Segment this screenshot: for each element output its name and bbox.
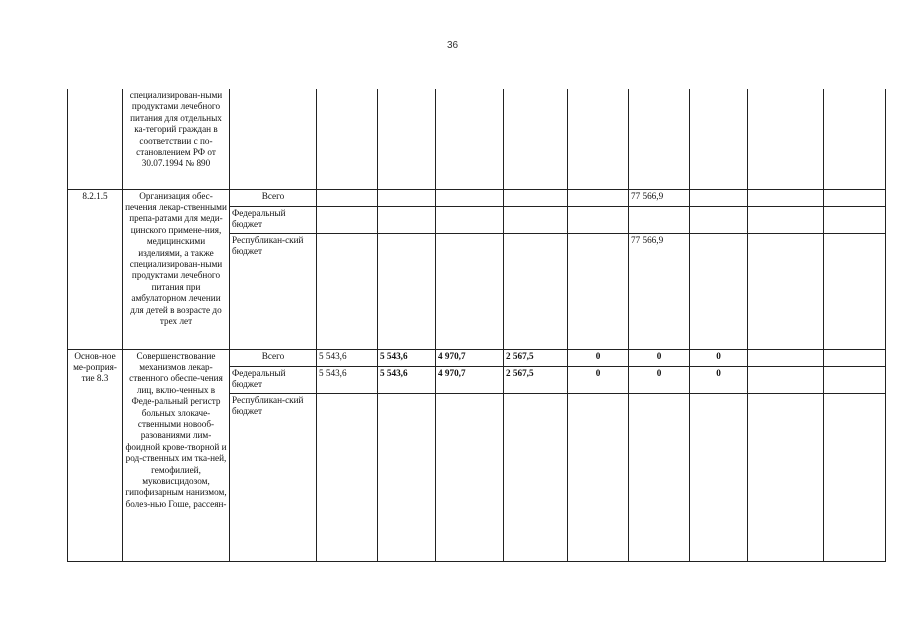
description-cell: специализирован-ными продуктами лечебного питания для отдельных ка-тегорий граждан в соответствии с по-становлением РФ от 30.07.1994 № 890: [123, 89, 230, 189]
value-cell: [748, 393, 824, 561]
value-cell: 0: [568, 349, 629, 366]
value-cell: [824, 233, 886, 349]
value-cell: 5 543,6: [317, 349, 378, 366]
value-cell: [748, 349, 824, 366]
table-row: [68, 89, 886, 189]
source-label-federal: Федеральный бюджет: [230, 206, 317, 233]
value-cell: [568, 89, 629, 189]
value-cell: [690, 189, 748, 206]
value-cell: [748, 366, 824, 393]
value-cell: [436, 206, 504, 233]
value-cell: 0: [629, 366, 690, 393]
value-cell: [568, 393, 629, 561]
value-cell: [317, 189, 378, 206]
value-cell: [629, 393, 690, 561]
source-label-total: Всего: [230, 349, 317, 366]
description-cell: Совершенствование механизмов лекар-ственного обеспе-чения лиц, вклю-ченных в Феде-ральный регистр больных злокаче-ственными новооб-разованиями лим-фоидной крове-творной и род-ственных им тка-ней, гемофилией, муковисцидозом, гипофизарным нанизмом, болез-нью Гоше, рассеян-: [123, 349, 230, 561]
value-cell: [824, 189, 886, 206]
value-cell: [690, 393, 748, 561]
value-cell: [690, 206, 748, 233]
value-cell: [629, 206, 690, 233]
value-cell: 5 543,6: [378, 349, 436, 366]
value-cell: 2 567,5: [504, 366, 568, 393]
value-cell: 0: [690, 349, 748, 366]
code-cell: [68, 89, 123, 189]
value-cell: 2 567,5: [504, 349, 568, 366]
value-cell: [378, 189, 436, 206]
value-cell: [824, 393, 886, 561]
page-number: 36: [446, 40, 459, 51]
value-cell: [748, 89, 824, 189]
value-cell: [690, 233, 748, 349]
source-cell: [230, 89, 317, 189]
budget-table: [67, 89, 886, 562]
value-cell: [824, 366, 886, 393]
value-cell: [436, 89, 504, 189]
table-row: [68, 349, 886, 366]
value-cell: [378, 233, 436, 349]
value-cell: [504, 233, 568, 349]
value-cell: 5 543,6: [317, 366, 378, 393]
value-cell: 5 543,6: [378, 366, 436, 393]
value-cell: [690, 89, 748, 189]
value-cell: [504, 206, 568, 233]
value-cell: [378, 89, 436, 189]
value-cell: 4 970,7: [436, 366, 504, 393]
value-cell: [824, 349, 886, 366]
value-cell: [568, 206, 629, 233]
description-cell: Организация обес-печения лекар-ственными препа-ратами для меди-цинского примене-ния, медицинскими изделиями, а также специализирован-ными продуктами лечебного питания при амбулаторном лечении для детей в возрасте до трех лет: [123, 189, 230, 349]
value-cell: 0: [690, 366, 748, 393]
value-cell: [824, 89, 886, 189]
value-cell: [378, 393, 436, 561]
source-label-republic: Республикан-ский бюджет: [230, 393, 317, 561]
value-cell: 4 970,7: [436, 349, 504, 366]
value-cell: [436, 233, 504, 349]
value-cell: 0: [629, 349, 690, 366]
code-cell: Основ-ное ме-роприя-тие 8.3: [68, 349, 123, 561]
value-cell: [317, 233, 378, 349]
value-cell: [748, 189, 824, 206]
value-cell: [748, 233, 824, 349]
value-cell: [629, 89, 690, 189]
value-cell: [436, 189, 504, 206]
value-cell: [317, 89, 378, 189]
value-cell: [378, 206, 436, 233]
value-cell: [504, 393, 568, 561]
value-cell: [317, 393, 378, 561]
value-cell: [748, 206, 824, 233]
value-cell: 77 566,9: [629, 189, 690, 206]
value-cell: [317, 206, 378, 233]
value-cell: [504, 189, 568, 206]
value-cell: 0: [568, 366, 629, 393]
value-cell: [568, 233, 629, 349]
value-cell: [436, 393, 504, 561]
code-cell: 8.2.1.5: [68, 189, 123, 349]
source-label-total: Всего: [230, 189, 317, 206]
source-label-federal: Федеральный бюджет: [230, 366, 317, 393]
table-row: [68, 189, 886, 206]
value-cell: [568, 189, 629, 206]
value-cell: [504, 89, 568, 189]
value-cell: 77 566,9: [629, 233, 690, 349]
source-label-republic: Республикан-ский бюджет: [230, 233, 317, 349]
value-cell: [824, 206, 886, 233]
